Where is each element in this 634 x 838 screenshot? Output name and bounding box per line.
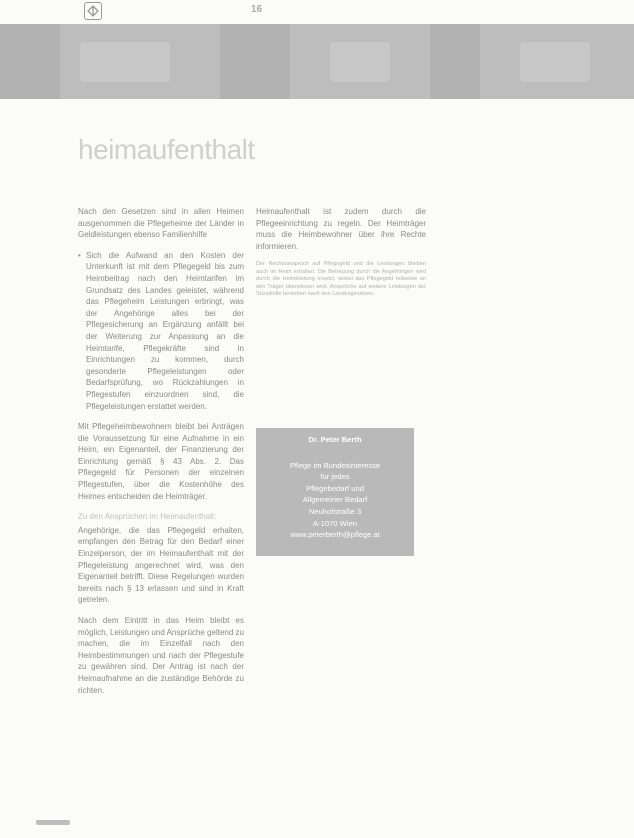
- contact-line: für jedes: [320, 472, 350, 482]
- page-title: heimaufenthalt: [78, 134, 255, 165]
- left-paragraph-2: Mit Pflegeheimbewohnern bleibt bei Anträgen die Voraussetzung für eine Aufnahme in ein Heim, ein Eigenanteil, der Finanzierung der Einrichtung gemäß § 43 Abs. 2. Das Pflegegeld für Personen der einzelnen Pflegestufen, über die Kostenhöhe des Heimes entscheiden die Heimträger.: [78, 422, 244, 501]
- header-image-band: [0, 24, 634, 99]
- right-column: [256, 206, 426, 307]
- contact-box: [256, 428, 414, 556]
- right-paragraph-1: Heimaufenthalt ist zudem durch die Pflegeeinrichtung zu regeln. Der Heimträger muss die Heimbewohner über ihre Rechte informieren.: [256, 207, 426, 251]
- page-logo-icon: [84, 2, 102, 20]
- left-subheading: Zu den Ansprüchen im Heimaufenthalt:: [78, 512, 217, 522]
- left-column: [78, 206, 244, 705]
- left-intro: Nach den Gesetzen sind in allen Heimen ausgenommen die Pflegeheime der Länder in Geldleistungen ebenso Familienhilfe: [78, 207, 244, 240]
- contact-line: Neuhofstraße 3: [308, 506, 362, 516]
- left-bullet: • Sich die Aufwand an den Kosten der Unterkunft ist mit dem Pflegegeld bis zum Heimbeitrag nach den Heimtarifen im Grundsatz des Landes geleistet, während das Pflegeheim Leistungen erbringt, was der Angehörige alles bei der Pflegesicherung an Ergänzung anfällt bei der Weiterung zur Anpassung an die Heimtarife, Pflegekräfte sind in Einrichtungen zu kommen, durch gesonderte Pflegeleistungen oder Bedarfsprüfung, wo Rückzahlungen in Pflegestufen einzuordnen sind, die Pflegeleistungen erstattet werden.: [78, 250, 244, 412]
- left-paragraph-3: Angehörige, die das Pflegegeld erhalten, empfangen den Betrag für den Bedarf einer Einzelperson, der im Heimaufenthalt mit der Pflegeleistung angerechnet wird, was den Eigenanteil betrifft. Diese Regelungen wurden bereits nach § 13 erlassen und sind in Kraft getreten.: [78, 525, 244, 605]
- contact-line: Pflegebedarf und: [306, 483, 364, 493]
- left-paragraph-4: Nach dem Eintritt in das Heim bleibt es möglich, Leistungen und Ansprüche geltend zu machen, die im Einzelfall nach den Heimbestimmungen und nach der Pflegestufe zu gewähren sind. Der Antrag ist nach der Heimaufnahme an die zuständige Behörde zu richten.: [78, 616, 244, 695]
- footer-bar: [36, 820, 70, 825]
- right-footnote: Der Rechtsanspruch auf Pflegegeld und die Leistungen bleiben auch im Heim erhalten. Die Betreuung durch die Angehörigen wird durch die Heimleistung ersetzt, wobei das Pflegegeld teilweise an den Träger überwiesen wird. Ansprüche auf weitere Leistungen der Sozialhilfe bestehen nach den Landesgesetzen.: [256, 261, 426, 297]
- contact-line: Pflege im Bundesinteresse: [289, 460, 381, 470]
- contact-line: A-1070 Wien: [313, 518, 357, 528]
- contact-line: Allgemeiner Bedarf: [302, 495, 368, 505]
- page-number: 16: [251, 4, 263, 15]
- contact-name: Dr. Peter Berth: [308, 435, 362, 444]
- contact-url[interactable]: www.peterberth@pflege.at: [290, 530, 380, 540]
